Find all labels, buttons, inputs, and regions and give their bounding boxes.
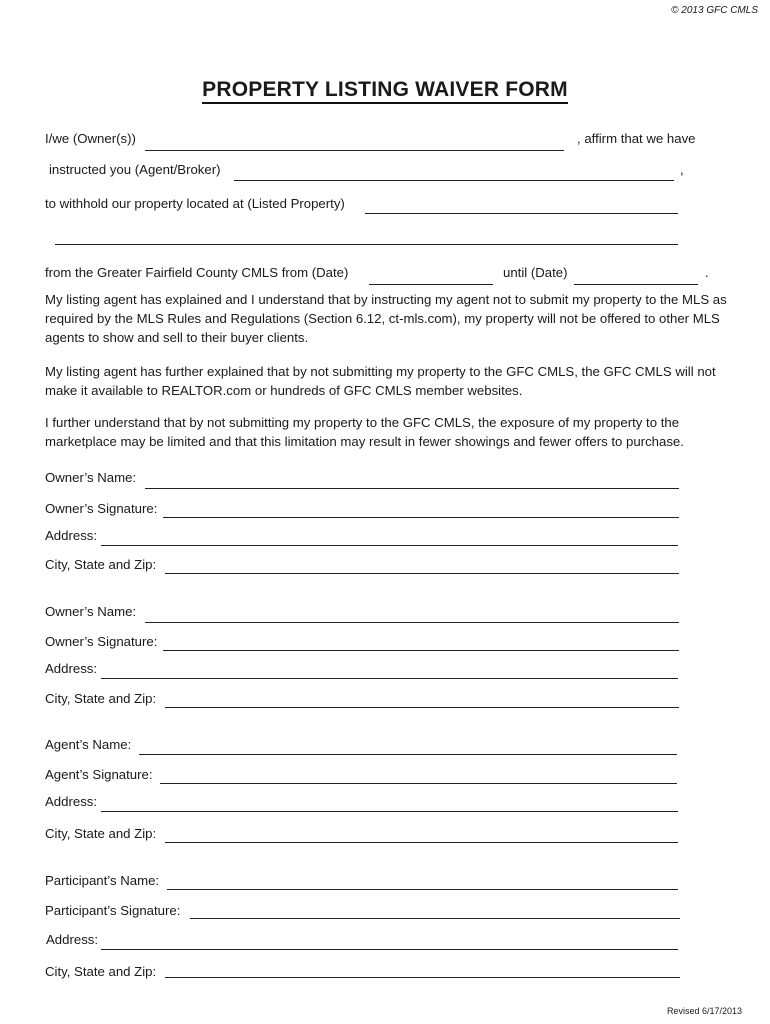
listed-property-field[interactable] xyxy=(365,213,678,214)
agent-city-label: City, State and Zip: xyxy=(45,826,157,841)
owners-field[interactable] xyxy=(145,150,564,151)
owner2-name-label: Owner’s Name: xyxy=(45,604,137,619)
period: . xyxy=(705,265,709,280)
owner2-signature-label: Owner’s Signature: xyxy=(45,634,158,649)
paragraph-mls-explanation: My listing agent has explained and I understand that by instructing my agent not to submit my property to the MLS as required by the MLS Rules and Regulations (Section 6.12, ct-mls.com), my property will not be offered to other MLS agents to show and sell to their buyer clients. xyxy=(45,292,727,345)
owners-label: I/we (Owner(s)) xyxy=(45,131,136,146)
until-date-label: until (Date) xyxy=(503,265,568,280)
agent-name-field[interactable] xyxy=(139,754,677,755)
owner1-name-field[interactable] xyxy=(145,488,679,489)
owner1-address-field[interactable] xyxy=(101,545,678,546)
agent-address-label: Address: xyxy=(45,794,98,809)
owner1-name-label: Owner’s Name: xyxy=(45,470,137,485)
owner1-address-label: Address: xyxy=(45,528,98,543)
owner1-city-label: City, State and Zip: xyxy=(45,557,157,572)
agent-signature-field[interactable] xyxy=(160,783,677,784)
owner2-name-field[interactable] xyxy=(145,622,679,623)
listed-property-field-line2[interactable] xyxy=(55,244,678,245)
participant-name-label: Participant’s Name: xyxy=(45,873,160,888)
owner1-city-field[interactable] xyxy=(165,573,679,574)
paragraph-gfc-explanation: My listing agent has further explained that by not submitting my property to the GFC CMLS, the GFC CMLS will not make it available to REALTOR.com or hundreds of GFC CMLS member websites. xyxy=(45,364,716,398)
copyright-notice: © 2013 GFC CMLS xyxy=(671,5,758,16)
owner2-address-field[interactable] xyxy=(101,678,678,679)
owner2-address-label: Address: xyxy=(45,661,98,676)
revised-date: Revised 6/17/2013 xyxy=(666,1006,742,1016)
until-date-field[interactable] xyxy=(574,284,698,285)
owner2-city-field[interactable] xyxy=(165,707,679,708)
participant-city-label: City, State and Zip: xyxy=(45,964,157,979)
participant-address-label: Address: xyxy=(46,932,99,947)
participant-address-field[interactable] xyxy=(101,949,678,950)
owner1-signature-label: Owner’s Signature: xyxy=(45,501,158,516)
agent-address-field[interactable] xyxy=(101,811,678,812)
withhold-label: to withhold our property located at (Listed Property) xyxy=(45,196,345,211)
participant-signature-field[interactable] xyxy=(190,918,680,919)
owner1-signature-field[interactable] xyxy=(163,517,679,518)
participant-city-field[interactable] xyxy=(165,977,680,978)
from-date-label: from the Greater Fairfield County CMLS from (Date) xyxy=(45,265,349,280)
owner2-signature-field[interactable] xyxy=(163,650,679,651)
agent-name-label: Agent’s Name: xyxy=(45,737,132,752)
agent-signature-label: Agent’s Signature: xyxy=(45,767,153,782)
from-date-field[interactable] xyxy=(369,284,493,285)
agent-city-field[interactable] xyxy=(165,842,678,843)
owner2-city-label: City, State and Zip: xyxy=(45,691,157,706)
participant-name-field[interactable] xyxy=(167,889,678,890)
instructed-label: instructed you (Agent/Broker) xyxy=(49,162,221,177)
participant-signature-label: Participant’s Signature: xyxy=(45,903,181,918)
affirm-text: , affirm that we have xyxy=(577,131,696,146)
page-title: PROPERTY LISTING WAIVER FORM xyxy=(0,78,770,102)
agent-broker-field[interactable] xyxy=(234,180,674,181)
paragraph-exposure: I further understand that by not submitting my property to the GFC CMLS, the exposure of my property to the marketplace may be limited and that this limitation may result in fewer showings and fewer offers to purchase. xyxy=(45,415,684,449)
comma: , xyxy=(680,162,684,177)
